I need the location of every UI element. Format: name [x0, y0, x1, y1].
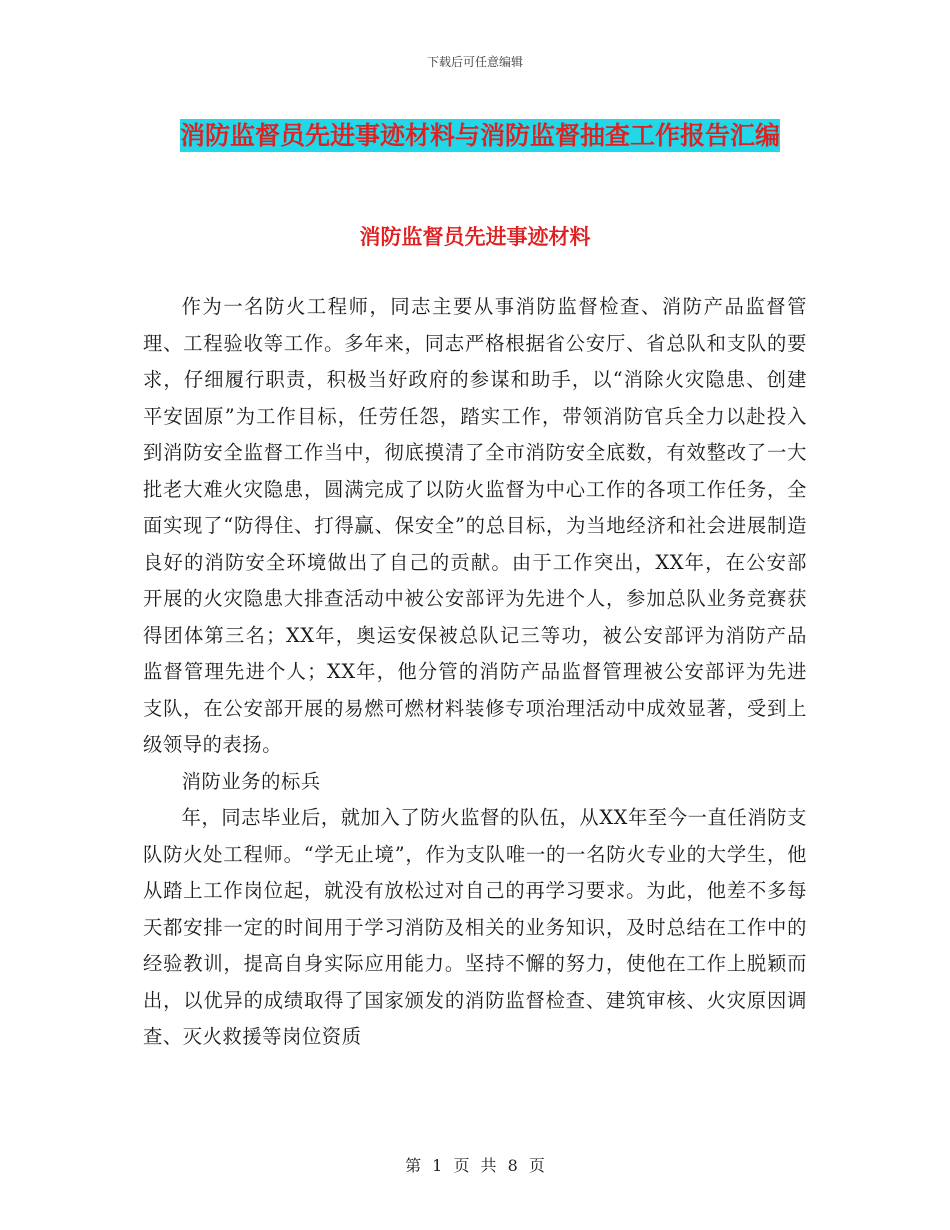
page-number: 第 1 页 共 8 页	[405, 1156, 545, 1175]
document-title	[150, 113, 810, 158]
paragraph-1: 作为一名防火工程师，同志主要从事消防监督检查、消防产品监督管理、工程验收等工作。多年来，同志严格根据省公安厅、省总队和支队的要求，仔细履行职责，积极当好政府的参谋和助手，以“消除火灾隐患、创建平安固原”为工作目标，任劳任怨，踏实工作，带领消防官兵全力以赴投入到消防安全监督工作当中，彻底摸清了全市消防安全底数，有效整改了一大批老大难火灾隐患，圆满完成了以防火监督为中心工作的各项工作任务，全面实现了“防得住、打得赢、保安全”的总目标，为当地经济和社会进展制造良好的消防安全环境做出了自己的贡献。由于工作突出，XX年，在公安部开展的火灾隐患大排查活动中被公安部评为先进个人，参加总队业务竞赛获得团体第三名；XX年，奥运安保被总队记三等功，被公安部评为消防产品监督管理先进个人；XX年，他分管的消防产品监督管理被公安部评为先进支队，在公安部开展的易燃可燃材料装修专项治理活动中成效显著，受到上级领导的表扬。	[143, 295, 807, 756]
document-body	[143, 289, 807, 1056]
document-title-text: 消防监督员先进事迹材料与消防监督抽查工作报告汇编	[179, 121, 780, 150]
paragraph-3: 年，同志毕业后，就加入了防火监督的队伍，从XX年至今一直任消防支队防火处工程师。“学无止境”，作为支队唯一的一名防火专业的大学生，他从踏上工作岗位起，就没有放松过对自己的再学习要求。为此，他差不多每天都安排一定的时间用于学习消防及相关的业务知识，及时总结在工作中的经验教训，提高自身实际应用能力。坚持不懈的努力，使他在工作上脱颖而出，以优异的成绩取得了国家颁发的消防监督检查、建筑审核、火灾原因调查、灭火救援等岗位资质	[143, 806, 807, 1048]
paragraph-2-subheading: 消防业务的标兵	[181, 769, 321, 793]
header-note: 下载后可任意编辑	[426, 55, 523, 69]
section-title: 消防监督员先进事迹材料	[359, 224, 591, 249]
